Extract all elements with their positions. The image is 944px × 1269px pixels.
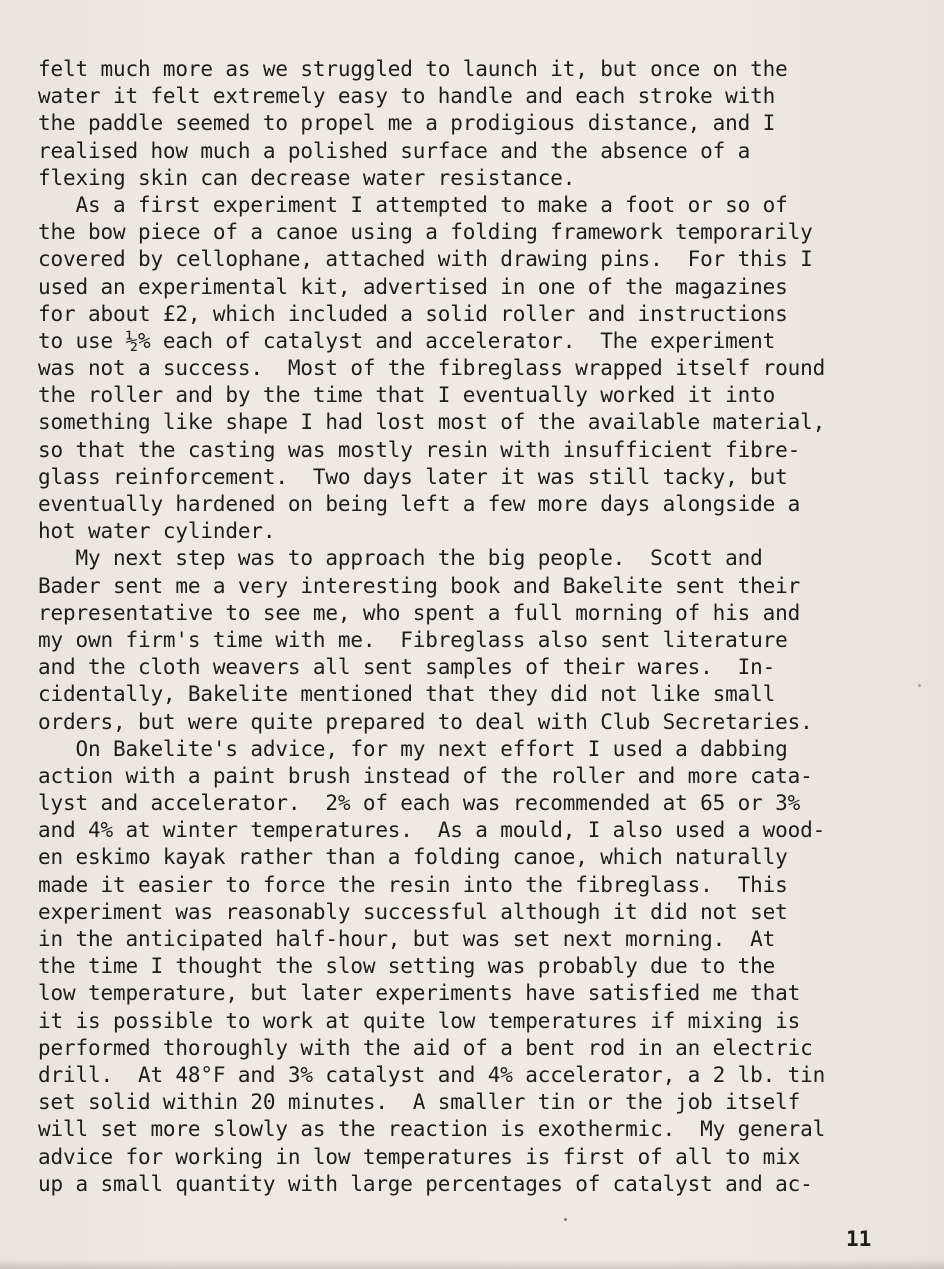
text-line: the roller and by the time that I eventually worked it into (38, 383, 776, 408)
text-line: and 4% at winter temperatures. As a mould, I also used a wood- (38, 818, 826, 843)
text-line: set solid within 20 minutes. A smaller tin or the job itself (38, 1090, 801, 1115)
text-line: As a first experiment I attempted to make a foot or so of (38, 192, 788, 217)
text-line: orders, but were quite prepared to deal with Club Secretaries. (38, 709, 813, 734)
text-line: action with a paint brush instead of the roller and more cata- (38, 763, 813, 788)
text-line: was not a success. Most of the fibreglass wrapped itself round (38, 356, 826, 381)
text-line: drill. At 48°F and 3% catalyst and 4% accelerator, a 2 lb. tin (38, 1062, 826, 1087)
text-line: for about £2, which included a solid roller and instructions (38, 301, 788, 326)
text-line: advice for working in low temperatures is first of all to mix (38, 1144, 801, 1169)
text-line: On Bakelite's advice, for my next effort I used a dabbing (38, 736, 788, 761)
text-line: something like shape I had lost most of the available material, (38, 410, 826, 435)
text-line: representative to see me, who spent a full morning of his and (38, 600, 801, 625)
text-line: used an experimental kit, advertised in one of the magazines (38, 274, 788, 299)
text-line: realised how much a polished surface and the absence of a (38, 138, 751, 163)
text-line: the paddle seemed to propel me a prodigious distance, and I (38, 111, 776, 136)
text-line: made it easier to force the resin into the fibreglass. This (38, 872, 788, 897)
page-edge-shadow (0, 1259, 944, 1269)
text-line: performed thoroughly with the aid of a bent rod in an electric (38, 1035, 813, 1060)
text-line: experiment was reasonably successful although it did not set (38, 899, 788, 924)
text-line: eventually hardened on being left a few more days alongside a (38, 492, 801, 516)
paper-speck (564, 1218, 567, 1221)
text-line: Bader sent me a very interesting book and Bakelite sent their (38, 573, 801, 598)
page-number: 11 (846, 1227, 872, 1251)
text-line: cidentally, Bakelite mentioned that they did not like small (38, 682, 776, 707)
text-line: to use ½% each of catalyst and accelerator. The experiment (38, 328, 776, 353)
text-line: en eskimo kayak rather than a folding canoe, which naturally (38, 845, 788, 870)
text-line: covered by cellophane, attached with drawing pins. For this I (38, 247, 813, 272)
body-text (38, 56, 908, 1198)
text-line: in the anticipated half-hour, but was set next morning. At (38, 927, 776, 951)
text-line: the bow piece of a canoe using a folding framework temporarily (38, 220, 813, 245)
text-line: low temperature, but later experiments have satisfied me that (38, 981, 801, 1006)
text-line: the time I thought the slow setting was probably due to the (38, 954, 776, 979)
text-line: flexing skin can decrease water resistance. (38, 165, 576, 190)
text-line: water it felt extremely easy to handle and each stroke with (38, 84, 776, 109)
text-line: lyst and accelerator. 2% of each was recommended at 65 or 3% (38, 791, 801, 816)
text-line: felt much more as we struggled to launch it, but once on the (38, 57, 788, 81)
text-line: glass reinforcement. Two days later it was still tacky, but (38, 464, 788, 489)
text-line: up a small quantity with large percentages of catalyst and ac- (38, 1171, 813, 1196)
text-line: it is possible to work at quite low temperatures if mixing is (38, 1008, 801, 1033)
text-line: so that the casting was mostly resin with insufficient fibre- (38, 437, 801, 462)
paper-speck (918, 684, 921, 687)
text-line: will set more slowly as the reaction is exothermic. My general (38, 1117, 826, 1142)
text-line: and the cloth weavers all sent samples of their wares. In- (38, 655, 776, 680)
text-line: my own firm's time with me. Fibreglass also sent literature (38, 627, 788, 652)
text-line: My next step was to approach the big people. Scott and (38, 546, 763, 571)
text-line: hot water cylinder. (38, 519, 276, 544)
